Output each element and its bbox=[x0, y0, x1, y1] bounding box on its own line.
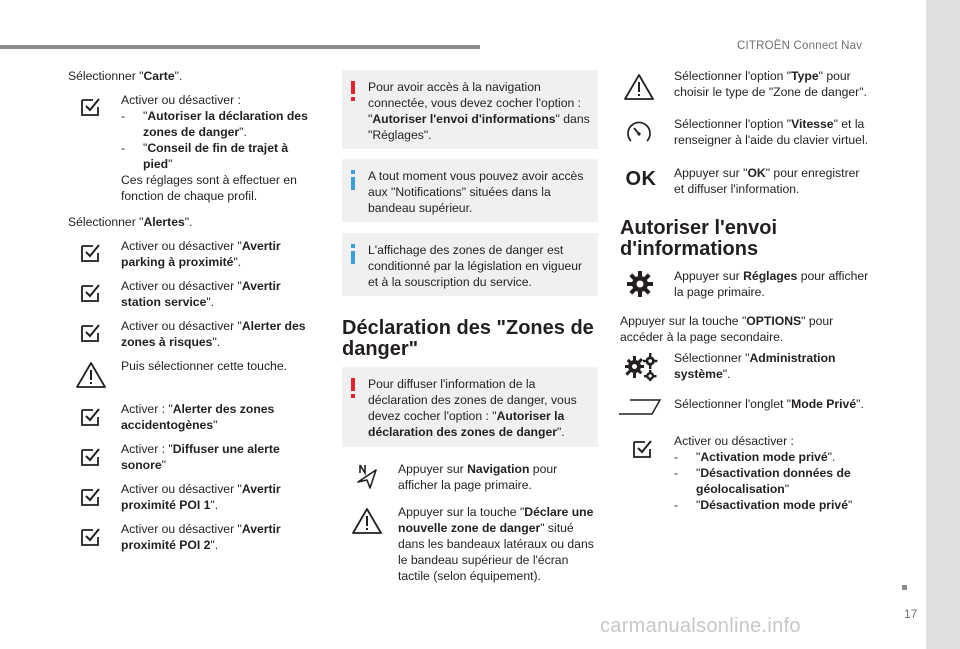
checkbox-icon bbox=[76, 318, 106, 348]
note-warning-danger-zones: Pour diffuser l'information de la déclaration des zones de danger, vous devez cocher l'option : "Autoriser la déclaration des zones de danger". bbox=[342, 367, 598, 447]
alert-station: Activer ou désactiver "Avertir station service". bbox=[121, 279, 281, 309]
speedometer-icon bbox=[624, 118, 654, 148]
select-touch-text: Puis sélectionner cette touche. bbox=[121, 359, 287, 373]
warning-triangle-icon bbox=[350, 506, 384, 536]
info-mark-icon bbox=[350, 244, 356, 264]
checkbox-icon bbox=[76, 482, 106, 512]
select-private-tab: Sélectionner l'onglet "Mode Privé". bbox=[674, 397, 864, 411]
press-options: Appuyer sur la touche "OPTIONS" pour accéder à la page secondaire. bbox=[620, 314, 834, 344]
alert-poi-1: Activer ou désactiver "Avertir proximité POI 1". bbox=[121, 482, 281, 512]
header-bar bbox=[0, 45, 480, 49]
checkbox-icon bbox=[76, 522, 106, 552]
press-settings: Appuyer sur Réglages pour afficher la page primaire. bbox=[674, 269, 869, 299]
ok-icon: OK bbox=[625, 168, 657, 190]
checkbox-icon bbox=[76, 92, 106, 122]
press-ok: Appuyer sur "OK" pour enregistrer et diffuser l'information. bbox=[674, 166, 860, 196]
warning-mark-icon bbox=[350, 81, 356, 101]
select-alertes: Sélectionner "Alertes". bbox=[68, 215, 193, 229]
checkbox-icon bbox=[76, 278, 106, 308]
page-marker bbox=[902, 585, 907, 590]
select-speed: Sélectionner l'option "Vitesse" et la renseigner à l'aide du clavier virtuel. bbox=[674, 117, 869, 147]
gears-icon bbox=[624, 352, 660, 382]
note-info-legislation: L'affichage des zones de danger est conditionné par la législation en vigueur et à la souscription du service. bbox=[342, 233, 598, 296]
select-type: Sélectionner l'option "Type" pour choisir le type de "Zone de danger". bbox=[674, 69, 867, 99]
note-info-notifications: A tout moment vous pouvez avoir accès aux "Notifications" situées dans la bandeau supérieur. bbox=[342, 159, 598, 222]
page-margin-strip bbox=[926, 0, 960, 649]
watermark: carmanualsonline.info bbox=[600, 615, 801, 637]
alert-accident-zones: Activer : "Alerter des zones accidentogènes" bbox=[121, 402, 275, 432]
checkbox-icon bbox=[628, 434, 658, 464]
checkbox-icon bbox=[76, 238, 106, 268]
heading-danger-zones: Déclaration des "Zones de danger" bbox=[342, 317, 594, 360]
tab-icon bbox=[618, 396, 664, 418]
checkbox-icon bbox=[76, 442, 106, 472]
alert-risk-zones: Activer ou désactiver "Alerter des zones à risques". bbox=[121, 319, 306, 349]
select-carte: Sélectionner "Carte". bbox=[68, 69, 183, 83]
select-admin: Sélectionner "Administration système". bbox=[674, 351, 836, 381]
warning-mark-icon bbox=[350, 378, 356, 398]
warning-triangle-icon bbox=[622, 72, 656, 102]
page-number: 17 bbox=[904, 607, 918, 621]
private-mode-options: Activer ou désactiver : - "Activation mode privé". - "Désactivation données de géolocalisation" - "Désactivation mode privé" bbox=[674, 434, 853, 512]
navigation-icon bbox=[352, 462, 382, 492]
note-warning-connected-nav: Pour avoir accès à la navigation connectée, vous devez cocher l'option : "Autoriser l'envoi d'informations" dans "Réglages". bbox=[342, 70, 598, 149]
brand-label: CITROËN Connect Nav bbox=[737, 40, 863, 52]
alert-sound: Activer : "Diffuser une alerte sonore" bbox=[121, 442, 280, 472]
carte-options: Activer ou désactiver : - "Autoriser la déclaration des zones de danger". - "Conseil de fin de trajet à pied" Ces réglages sont à effectuer en fonction de chaque profil. bbox=[121, 93, 308, 203]
press-navigation: Appuyer sur Navigation pour afficher la page primaire. bbox=[398, 462, 558, 492]
press-declare-zone: Appuyer sur la touche "Déclare une nouvelle zone de danger" situé dans les bandeaux latéraux ou dans le bandeau supérieur de l'écran tactile (selon équipement). bbox=[398, 505, 594, 583]
warning-triangle-icon bbox=[74, 360, 108, 390]
info-mark-icon bbox=[350, 170, 356, 190]
alert-parking: Activer ou désactiver "Avertir parking à proximité". bbox=[121, 239, 281, 269]
alert-poi-2: Activer ou désactiver "Avertir proximité POI 2". bbox=[121, 522, 281, 552]
heading-allow-info: Autoriser l'envoi d'informations bbox=[620, 217, 778, 260]
checkbox-icon bbox=[76, 402, 106, 432]
gear-icon bbox=[625, 269, 655, 299]
